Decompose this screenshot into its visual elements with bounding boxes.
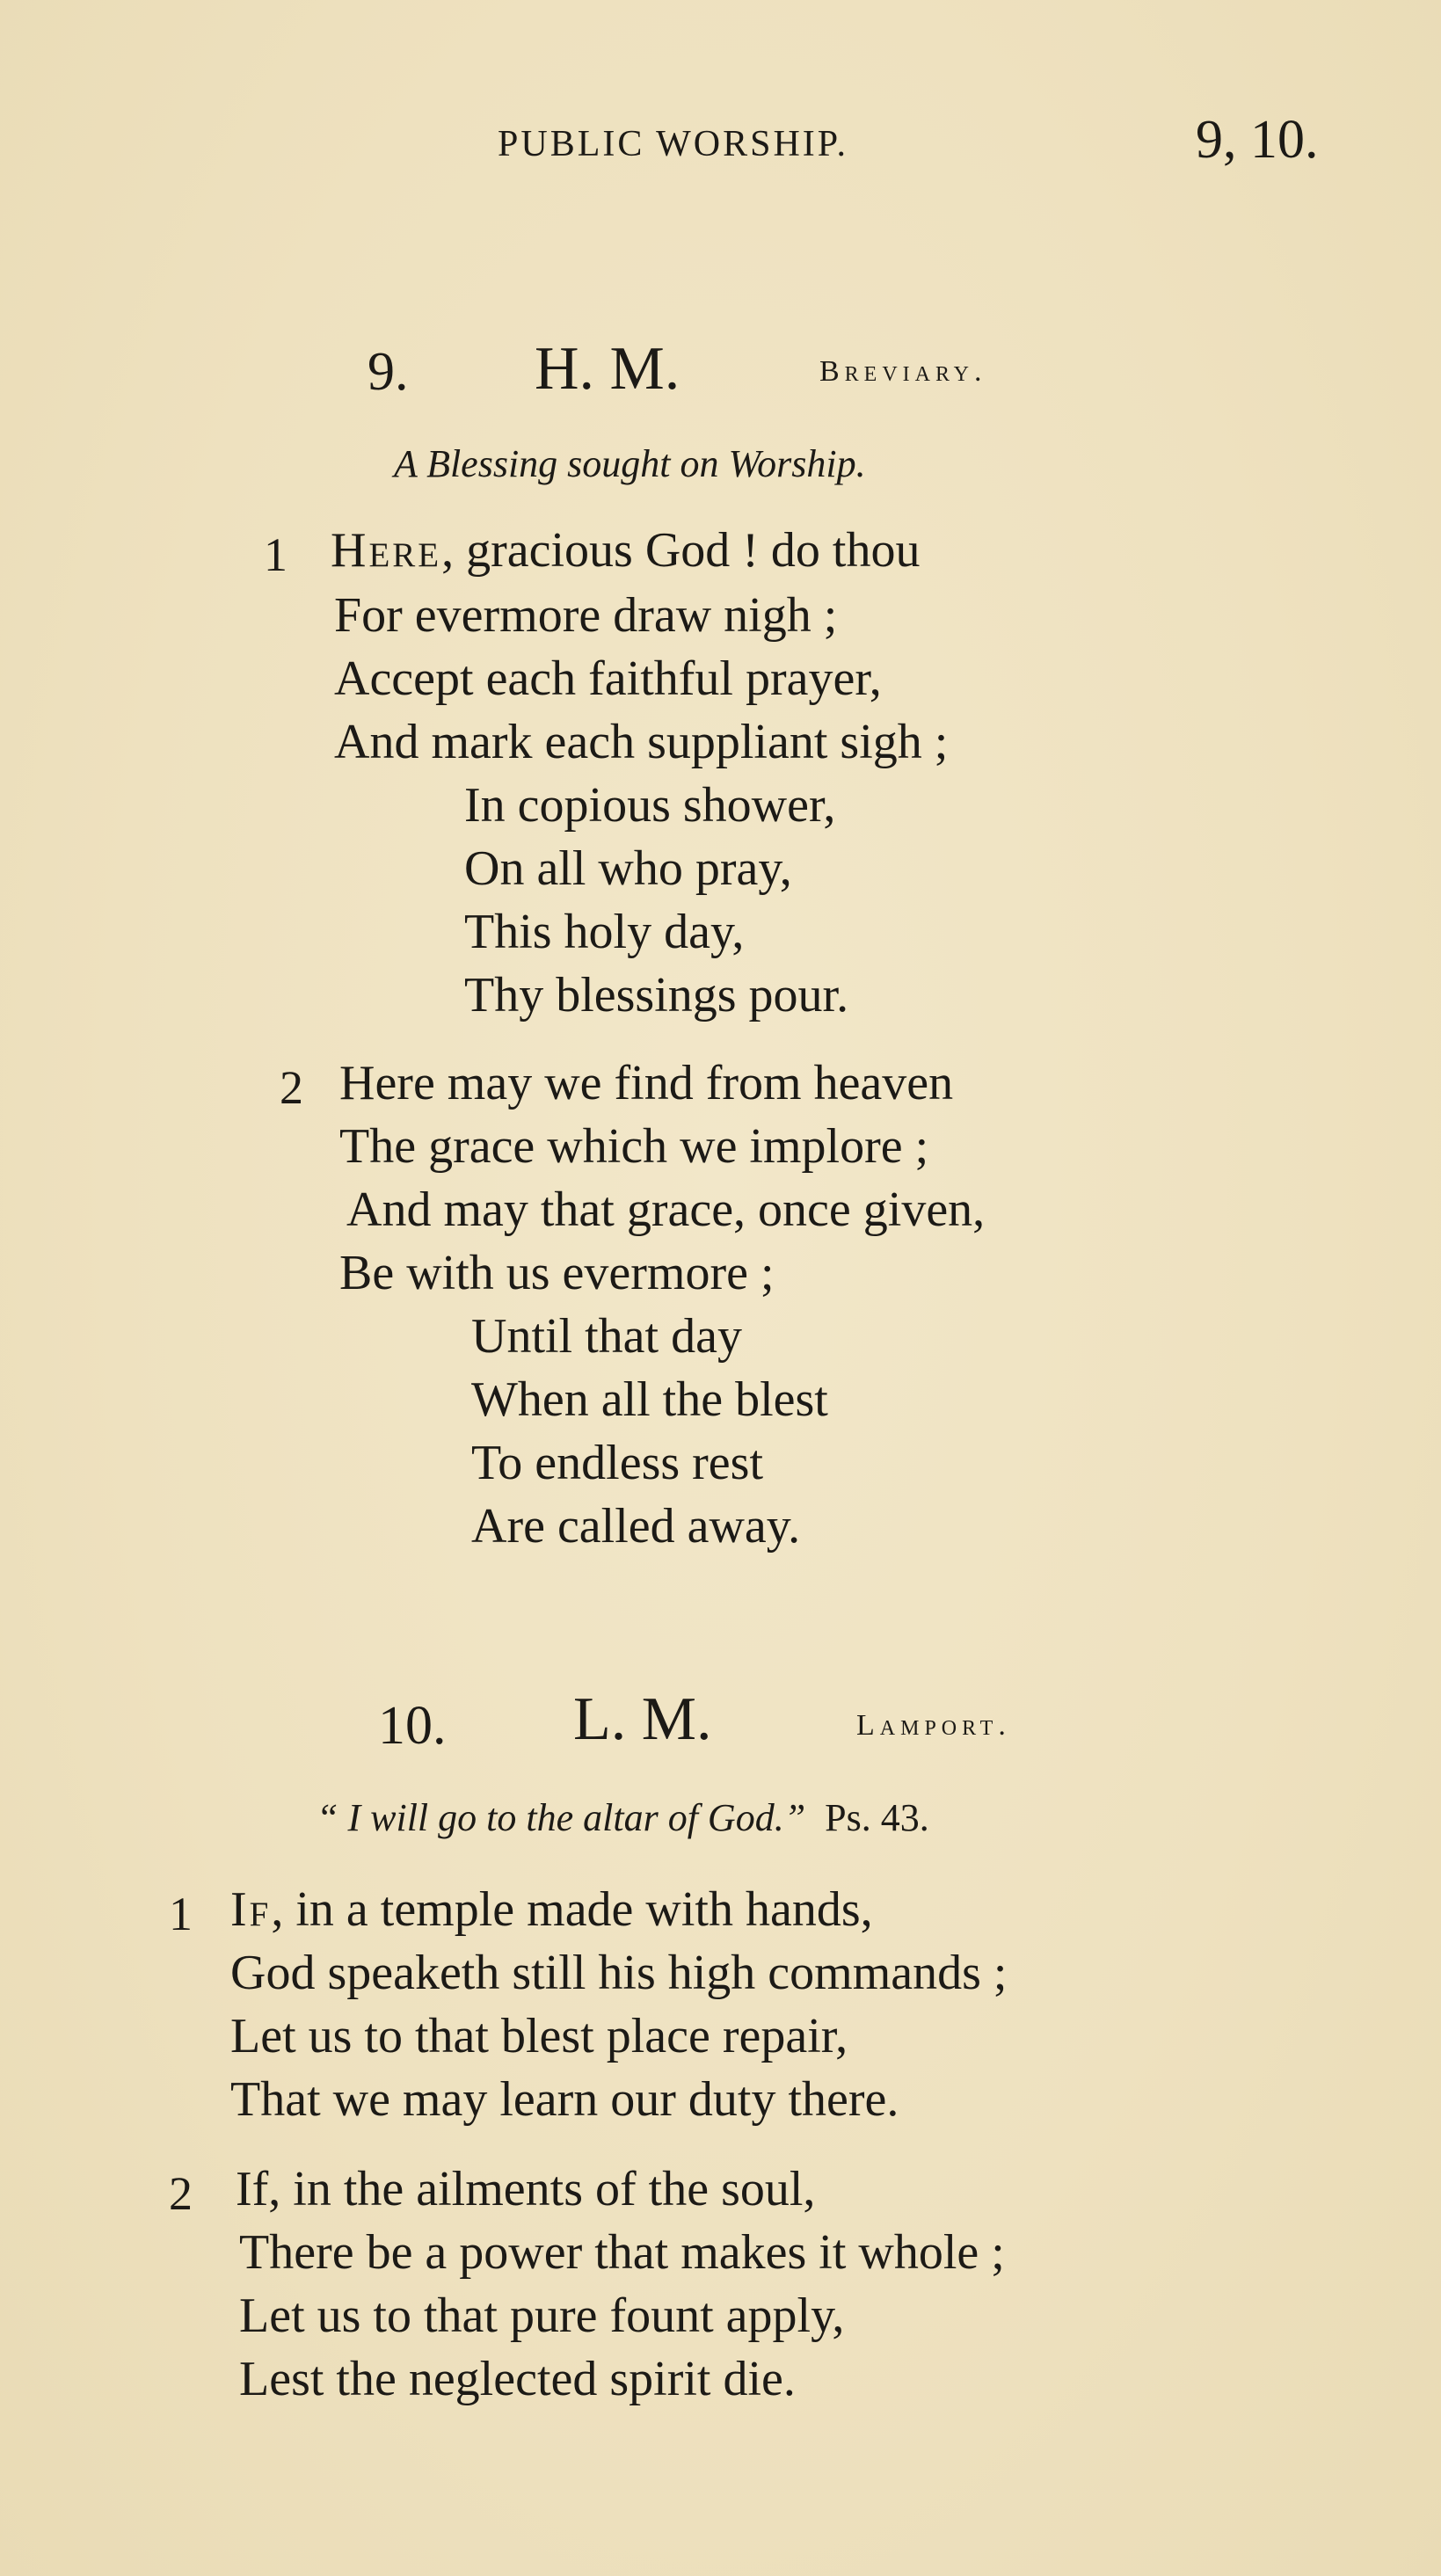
verse-line: Be with us evermore ; — [339, 1246, 775, 1300]
hymn-number: 9. — [368, 342, 409, 402]
page-number: 9, 10. — [1196, 110, 1319, 170]
verse-number: 1 — [169, 1888, 193, 1940]
verse-line: Lest the neglected spirit die. — [239, 2352, 796, 2406]
running-head: PUBLIC WORSHIP. — [498, 124, 848, 164]
verse-line: To endless rest — [471, 1436, 764, 1490]
hymn-tune: Lamport. — [856, 1709, 1011, 1742]
hymn-title — [317, 1795, 929, 1840]
verse-line: On all who pray, — [464, 841, 792, 896]
hymn-number: 10. — [378, 1696, 447, 1756]
hymn-title-text: “ I will go to the altar of God.” — [317, 1796, 806, 1839]
verse-first-word: If — [230, 1882, 272, 1937]
verse-line: And mark each suppliant sigh ; — [334, 715, 949, 769]
verse-line: God speaketh still his high commands ; — [230, 1946, 1008, 2000]
verse-first-line-rest: , in a temple made with hands, — [271, 1882, 873, 1937]
verse-line: Until that day — [471, 1309, 742, 1364]
verse-number: 2 — [280, 1061, 303, 1114]
scripture-reference: Ps. 43. — [825, 1796, 929, 1839]
verse-line: For evermore draw nigh ; — [334, 588, 838, 643]
verse-line: In copious shower, — [464, 778, 836, 833]
verse-line: If, in the ailments of the soul, — [236, 2162, 816, 2216]
verse-line — [331, 522, 920, 579]
verse-line: Let us to that blest place repair, — [230, 2009, 848, 2063]
verse-number: 1 — [264, 528, 287, 581]
verse-line: The grace which we implore ; — [339, 1119, 929, 1174]
verse-line: Accept each faithful prayer, — [334, 651, 882, 706]
verse-line: And may that grace, once given, — [346, 1182, 986, 1237]
verse-line: Thy blessings pour. — [464, 968, 849, 1022]
verse-line: Let us to that pure fount apply, — [239, 2289, 845, 2343]
verse-first-word: Here — [331, 523, 442, 578]
verse-line: Are called away. — [471, 1499, 801, 1554]
verse-line: There be a power that makes it whole ; — [239, 2225, 1005, 2280]
verse-line: That we may learn our duty there. — [230, 2072, 899, 2127]
verse-line: This holy day, — [464, 905, 745, 959]
verse-first-line-rest: , gracious God ! do thou — [441, 523, 921, 578]
hymn-tune: Breviary. — [819, 355, 987, 388]
verse-number: 2 — [169, 2167, 193, 2220]
verse-line: When all the blest — [471, 1372, 828, 1427]
verse-line: Here may we find from heaven — [339, 1056, 954, 1110]
hymn-meter: H. M. — [535, 335, 680, 403]
hymn-title: A Blessing sought on Worship. — [394, 442, 866, 485]
hymn-meter: L. M. — [573, 1685, 712, 1753]
verse-line — [230, 1881, 873, 1938]
